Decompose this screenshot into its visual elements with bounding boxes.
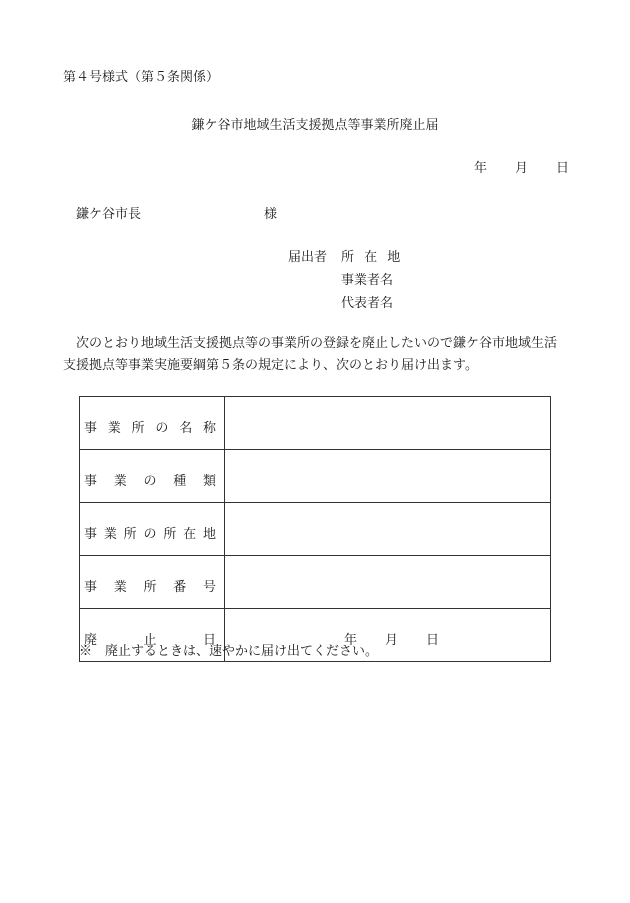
label-char: 事 — [84, 579, 98, 595]
date-day-label: 日 — [556, 161, 570, 176]
body-paragraph: 次のとおり地域生活支援拠点等の事業所の登録を廃止したいので鎌ケ谷市地域生活支援拠点等事業実施要綱第５条の規定により、次のとおり届け出ます。 — [63, 336, 558, 373]
label-char: 種 — [173, 473, 187, 489]
label-char: 業 — [103, 526, 117, 542]
abolish-year-label: 年 — [344, 632, 358, 648]
label-char: の — [143, 473, 157, 489]
row-label — [80, 397, 225, 450]
label-char: 業 — [113, 473, 127, 489]
label-char: 類 — [202, 473, 216, 489]
addressee: 鎌ケ谷市長 — [76, 207, 142, 222]
label-char: 在 — [183, 526, 197, 542]
label-char: 所 — [163, 526, 177, 542]
footnote: ※ 廃止するときは、速やかに届け出てください。 — [79, 644, 379, 659]
label-char: 所 — [123, 526, 137, 542]
label-char: の — [155, 420, 169, 436]
row-value-field[interactable] — [225, 503, 551, 556]
label-char: 日 — [202, 632, 216, 648]
abolish-month-label: 月 — [385, 632, 399, 648]
row-label-text — [84, 576, 216, 595]
date-month-label: 月 — [515, 161, 529, 176]
label-char: 業 — [113, 579, 127, 595]
label-char: 称 — [202, 420, 216, 436]
reporter-business-name-label: 事業者名 — [341, 273, 394, 288]
row-label — [80, 450, 225, 503]
form-number: 第４号様式（第５条関係） — [63, 70, 220, 85]
submission-date — [474, 157, 569, 176]
label-char: の — [143, 526, 157, 542]
row-label-text — [84, 417, 216, 436]
reporter-location-label: 所 在 地 — [341, 250, 404, 265]
label-char: 事 — [84, 473, 98, 489]
row-label — [80, 556, 225, 609]
date-year-label: 年 — [474, 161, 488, 176]
abolish-day-label: 日 — [426, 632, 440, 648]
table-row — [80, 503, 551, 556]
row-label-text — [84, 470, 216, 489]
row-label-text — [84, 523, 216, 542]
row-label — [80, 503, 225, 556]
row-value-field[interactable] — [225, 556, 551, 609]
table-row — [80, 556, 551, 609]
row-value-field[interactable] — [225, 397, 551, 450]
reporter-label: 届出者 — [288, 250, 328, 265]
document-title: 鎌ケ谷市地域生活支援拠点等事業所廃止届 — [191, 118, 439, 133]
honorific: 様 — [264, 207, 278, 222]
label-char: 地 — [202, 526, 216, 542]
reporter-representative-label: 代表者名 — [341, 296, 394, 311]
table-row — [80, 450, 551, 503]
details-table — [79, 396, 551, 662]
label-char: 番 — [173, 579, 187, 595]
table-row — [80, 397, 551, 450]
label-char: 廃 — [84, 632, 98, 648]
label-char: 事 — [84, 526, 98, 542]
label-char: 所 — [143, 579, 157, 595]
label-char: 業 — [107, 420, 121, 436]
label-char: 所 — [131, 420, 145, 436]
label-char: 名 — [179, 420, 193, 436]
label-char: 事 — [84, 420, 98, 436]
row-value-field[interactable] — [225, 450, 551, 503]
label-char: 止 — [143, 632, 157, 648]
label-char: 号 — [202, 579, 216, 595]
